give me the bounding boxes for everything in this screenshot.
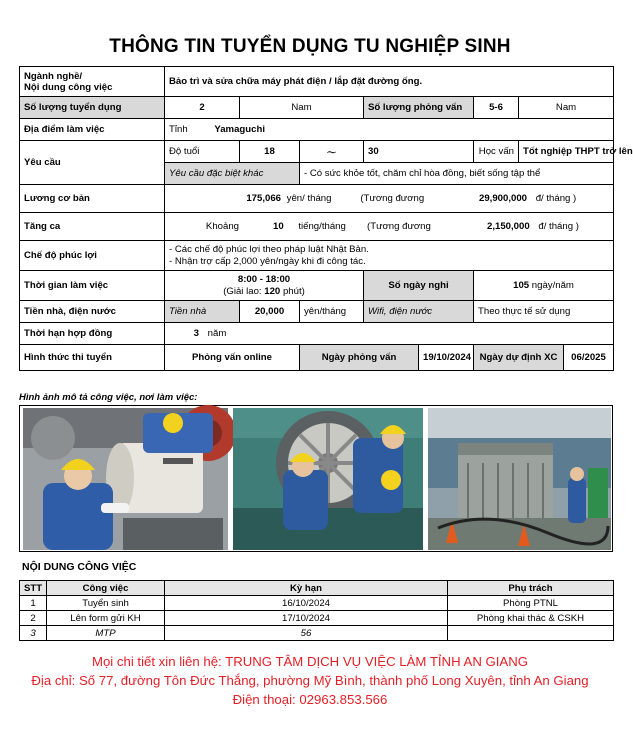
break-value: 120 [264, 285, 281, 297]
welfare-line-1: - Các chế độ phúc lợi theo pháp luật Nhật Bản. [169, 243, 369, 255]
tasks-header-owner: Phụ trách [448, 581, 614, 596]
wifi-value: Theo thực tế sử dụng [474, 301, 614, 323]
special-label: Yêu cầu đặc biệt khác [165, 163, 300, 185]
requirements-label: Yêu cầu [20, 141, 165, 185]
salary-value: 175,066 [246, 193, 281, 204]
rent-label: Tiền nhà [165, 301, 240, 323]
special-value: - Có sức khỏe tốt, chăm chỉ hòa đồng, biết sống tập thể [300, 163, 614, 185]
interview-date-value: 19/10/2024 [419, 345, 474, 371]
welfare-line-2: - Nhận trợ cấp 2,000 yên/ngày khi đi công tác. [169, 255, 366, 267]
contact-line-1: Mọi chi tiết xin liên hệ: TRUNG TÂM DỊCH VỤ VIỆC LÀM TỈNH AN GIANG [91, 654, 529, 669]
overtime-label: Tăng ca [20, 213, 165, 241]
overtime-eq-label: (Tương đương [367, 221, 431, 232]
tasks-header-task: Công việc [47, 581, 165, 596]
salary-cell [165, 185, 614, 213]
salary-eq-unit: đ/ tháng ) [535, 193, 577, 204]
task-deadline: 56 [165, 626, 448, 641]
days-off-unit: ngày/năm [531, 280, 574, 291]
salary-label: Lương cơ bản [20, 185, 165, 213]
edu-value: Tốt nghiệp THPT trở lên [519, 141, 614, 163]
salary-eq-value: 29,900,000 [479, 193, 528, 204]
location-label: Địa điểm làm việc [20, 119, 165, 141]
overtime-eq-unit: đ/ tháng ) [538, 221, 579, 232]
overtime-cell [165, 213, 614, 241]
location-value: Yamaguchi [214, 124, 265, 135]
contact-address: Địa chỉ: Số 77, đường Tôn Đức Thắng, phường Mỹ Bình, thành phố Long Xuyên, tỉnh An Giang [31, 673, 589, 688]
tasks-title: NỘI DUNG CÔNG VIỆC [22, 561, 137, 573]
task-stt: 1 [20, 596, 47, 611]
housing-label: Tiền nhà, điện nước [20, 301, 165, 323]
age-label: Độ tuổi [165, 141, 240, 163]
worktime-label: Thời gian làm việc [20, 271, 165, 301]
task-stt: 2 [20, 611, 47, 626]
tasks-table [19, 580, 614, 641]
contract-cell [165, 323, 614, 345]
interview-count-value: 5-6 [474, 97, 519, 119]
recruit-unit: Nam [240, 97, 364, 119]
interview-count-label: Số lượng phỏng vấn [364, 97, 474, 119]
recruit-value: 2 [165, 97, 240, 119]
salary-unit: yên/ tháng [286, 193, 332, 204]
table-row [20, 596, 614, 611]
task-owner [448, 626, 614, 641]
break-line [169, 286, 359, 298]
edu-label: Học vấn [474, 141, 519, 163]
interview-count-unit: Nam [519, 97, 614, 119]
photos-caption: Hình ảnh mô tả công việc, nơi làm việc: [19, 392, 198, 403]
overtime-prefix: Khoảng [205, 221, 239, 232]
interview-date-label: Ngày phỏng vấn [300, 345, 419, 371]
contact-phone: Điện thoại: 02963.853.566 [232, 692, 388, 707]
task-deadline: 17/10/2024 [165, 611, 448, 626]
task-name: Lên form gửi KH [47, 611, 165, 626]
task-owner: Phòng khai thác & CSKH [448, 611, 614, 626]
age-max: 30 [364, 141, 474, 163]
days-off-cell [474, 271, 614, 301]
contract-unit: năm [207, 328, 227, 339]
age-min: 18 [240, 141, 300, 163]
work-photo-2 [233, 408, 423, 550]
job-value: Bảo trì và sửa chữa máy phát điện / lắp đặt đường ống. [165, 67, 614, 97]
exam-label: Hình thức thi tuyển [20, 345, 165, 371]
location-prefix: Tỉnh [169, 124, 188, 135]
overtime-unit: tiếng/tháng [298, 221, 346, 232]
depart-value: 06/2025 [564, 345, 614, 371]
tasks-header-stt: STT [20, 581, 47, 596]
work-photo-3 [428, 408, 611, 550]
rent-unit: yên/tháng [300, 301, 364, 323]
overtime-eq-value: 2,150,000 [487, 221, 530, 232]
task-stt: 3 [20, 626, 47, 641]
worktime-value: 8:00 - 18:00 [237, 273, 291, 285]
recruit-label: Số lượng tuyển dụng [20, 97, 165, 119]
salary-eq-label: (Tương đương [360, 193, 425, 204]
age-sep: ～ [300, 141, 364, 163]
tasks-header-row [20, 581, 614, 596]
depart-label: Ngày dự định XC [474, 345, 564, 371]
worktime-cell [165, 271, 364, 301]
contract-label: Thời hạn hợp đồng [20, 323, 165, 345]
task-owner: Phòng PTNL [448, 596, 614, 611]
break-unit: phút) [282, 285, 305, 297]
wifi-label: Wifi, điện nước [364, 301, 474, 323]
tasks-header-deadline: Kỳ hạn [165, 581, 448, 596]
table-row [20, 626, 614, 641]
days-off-value: 105 [513, 280, 530, 291]
task-name: MTP [47, 626, 165, 641]
days-off-label: Số ngày nghỉ [364, 271, 474, 301]
break-prefix: (Giải lao: [223, 285, 262, 297]
work-photos [19, 405, 613, 552]
task-name: Tuyển sinh [47, 596, 165, 611]
page-title: THÔNG TIN TUYỂN DỤNG TU NGHIỆP SINH [109, 36, 511, 57]
table-row [20, 611, 614, 626]
welfare-cell [165, 241, 614, 271]
work-photo-1 [23, 408, 228, 550]
task-deadline: 16/10/2024 [165, 596, 448, 611]
rent-value: 20,000 [240, 301, 300, 323]
job-label: Ngành nghề/ Nội dung công việc [20, 67, 165, 97]
recruitment-info-table [19, 66, 633, 371]
exam-value: Phỏng vấn online [165, 345, 300, 371]
contract-value: 3 [193, 328, 199, 339]
location-cell [165, 119, 614, 141]
welfare-label: Chế độ phúc lợi [20, 241, 165, 271]
overtime-value: 10 [273, 221, 284, 232]
